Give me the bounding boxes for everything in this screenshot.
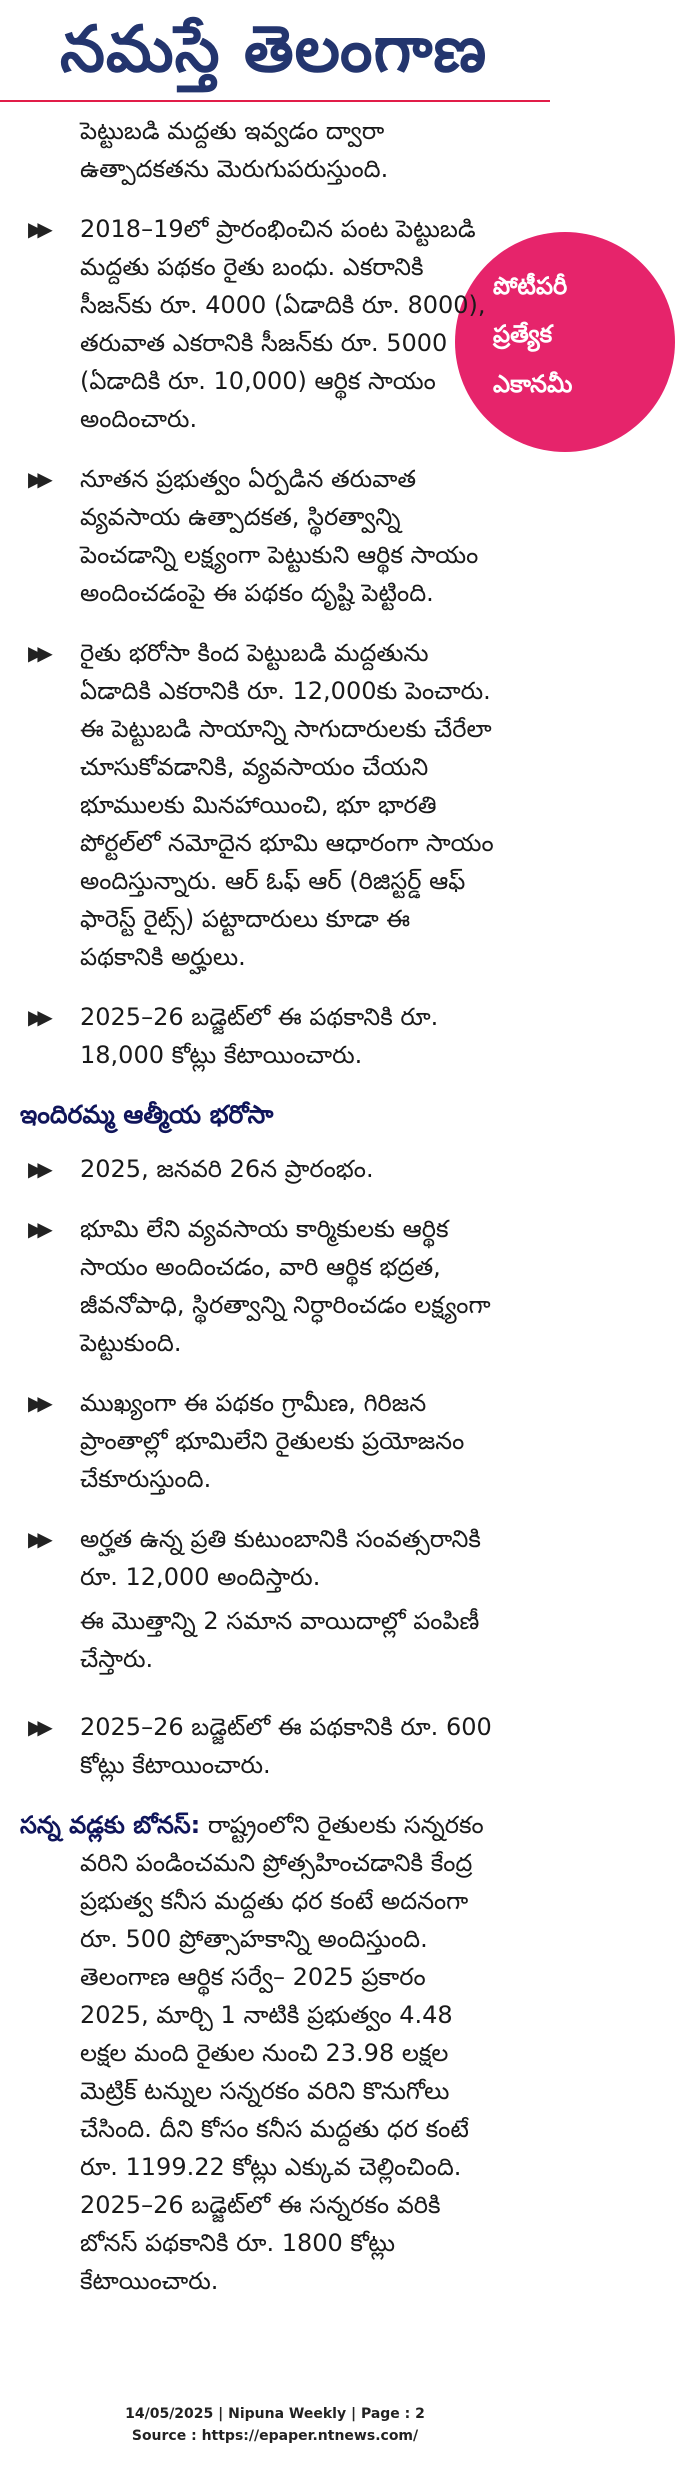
footer-source-line: Source : https://epaper.ntnews.com/ [131,2428,419,2444]
bullet-text: 2018–19లో ప్రారంభించిన పంట పెట్టుబడి మద్దతు పథకం రైతు బంధు. ఎకరానికి సీజన్‌కు రూ. 4000 (ఏడాదికి రూ. 8000), తరువాత ఎకరానికి సీజన్‌కు రూ. 5000 (ఏడాదికి రూ. 10,000) ఆర్థిక సాయం అందించారు. [80,215,486,433]
sanna-vadlu-paragraph [20,1806,495,2300]
list-item [20,1520,495,1678]
double-arrow-icon: ▶▶ [28,1005,47,1029]
bullet-text: ముఖ్యంగా ఈ పథకం గ్రామీణ, గిరిజన ప్రాంతాల్లో భూమిలేని రైతులకు ప్రయోజనం చేకూరుస్తుంది. [80,1389,465,1493]
bullet-text: నూతన ప్రభుత్వం ఏర్పడిన తరువాత వ్యవసాయ ఉత్పాదకత, స్థిరత్వాన్ని పెంచడాన్ని లక్ష్యంగా పెట్టుకుని ఆర్థిక సాయం అందించడంపై ఈ పథకం దృష్టి పెట్టింది. [80,465,479,607]
promo-line-3: ఎకానమీ [493,370,573,398]
footer-date-line: 14/05/2025 | Nipuna Weekly | Page : 2 [125,2406,425,2422]
section-heading-indiramma: ఇందిరమ్మ ఆత్మీయ భరోసా [20,1100,274,1129]
list-item [20,1708,495,1784]
masthead-title: నమస్తే తెలంగాణ [60,12,488,87]
article-body [20,112,495,2300]
section-heading-sanna-vadlu: సన్న వడ్లకు బోనస్: [20,1811,201,1839]
bullet-text: రైతు భరోసా కింద పెట్టుబడి మద్దతును ఏడాదికి ఎకరానికి రూ. 12,000కు పెంచారు. ఈ పెట్టుబడి సాయాన్ని సాగుదారులకు చేరేలా చూసుకోవడానికి, వ్యవసాయం చేయని భూములకు మినహాయించి, భూ భారతి పోర్టల్‌లో నమోదైన భూమి ఆధారంగా సాయం అందిస్తున్నారు. ఆర్ ఓఫ్ ఆర్ (రిజిస్టర్డ్ ఆఫ్ ఫారెస్ట్ రైట్స్) పట్టాదారులు కూడా ఈ పథకానికి అర్హులు. [80,639,494,971]
double-arrow-icon: ▶▶ [28,1715,47,1739]
bullet-text: 2025–26 బడ్జెట్‌లో ఈ పథకానికి రూ. 18,000 కోట్లు కేటాయించారు. [80,1003,439,1069]
double-arrow-icon: ▶▶ [28,641,47,665]
list-item [20,1210,495,1362]
promo-line-2: ప్రత్యేక [493,320,553,348]
double-arrow-icon: ▶▶ [28,1217,47,1241]
list-item [20,1384,495,1498]
double-arrow-icon: ▶▶ [28,467,47,491]
double-arrow-icon: ▶▶ [28,1527,47,1551]
list-item [20,460,495,612]
double-arrow-icon: ▶▶ [28,1391,47,1415]
list-item [20,1150,495,1188]
installments-note: ఈ మొత్తాన్ని 2 సమాన వాయిదాల్లో పంపిణీ చేస్తారు. [80,1607,480,1673]
promo-line-1: పోటీపరీ [493,272,568,300]
masthead [0,0,550,102]
list-item [20,210,495,438]
double-arrow-icon: ▶▶ [28,1157,47,1181]
bullet-text: అర్హత ఉన్న ప్రతి కుటుంబానికి సంవత్సరానికి రూ. 12,000 అందిస్తారు. [80,1525,481,1591]
bullet-text: 2025, జనవరి 26న ప్రారంభం. [80,1155,374,1183]
bullet-text: 2025–26 బడ్జెట్‌లో ఈ పథకానికి రూ. 600 కోట్లు కేటాయించారు. [80,1713,492,1779]
double-arrow-icon: ▶▶ [28,217,47,241]
list-item [20,998,495,1074]
list-item [20,634,495,976]
bullet-text: భూమి లేని వ్యవసాయ కార్మికులకు ఆర్థిక సాయం అందించడం, వారి ఆర్థిక భద్రత, జీవనోపాధి, స్థిరత్వాన్ని నిర్ధారించడం లక్ష్యంగా పెట్టుకుంది. [80,1215,491,1357]
sanna-vadlu-text: రాష్ట్రంలోని రైతులకు సన్నరకం వరిని పండించమని ప్రోత్సహించడానికి కేంద్ర ప్రభుత్వ కనీస మద్దతు ధర కంటే అదనంగా రూ. 500 ప్రోత్సాహకాన్ని అందిస్తుంది. తెలంగాణ ఆర్థిక సర్వే– 2025 ప్రకారం 2025, మార్చి 1 నాటికి ప్రభుత్వం 4.48 లక్షల మంది రైతుల నుంచి 23.98 లక్షల మెట్రిక్ టన్నుల సన్నరకం వరిని కొనుగోలు చేసింది. దీని కోసం కనీస మద్దతు ధర కంటే రూ. 1199.22 కోట్లు ఎక్కువ చెల్లించింది. 2025–26 బడ్జెట్‌లో ఈ సన్నరకం వరికి బోనస్ పథకానికి రూ. 1800 కోట్లు కేటాయించారు. [80,1811,484,2295]
intro-text: పెట్టుబడి మద్దతు ఇవ్వడం ద్వారా ఉత్పాదకతను మెరుగుపరుస్తుంది. [80,117,389,183]
